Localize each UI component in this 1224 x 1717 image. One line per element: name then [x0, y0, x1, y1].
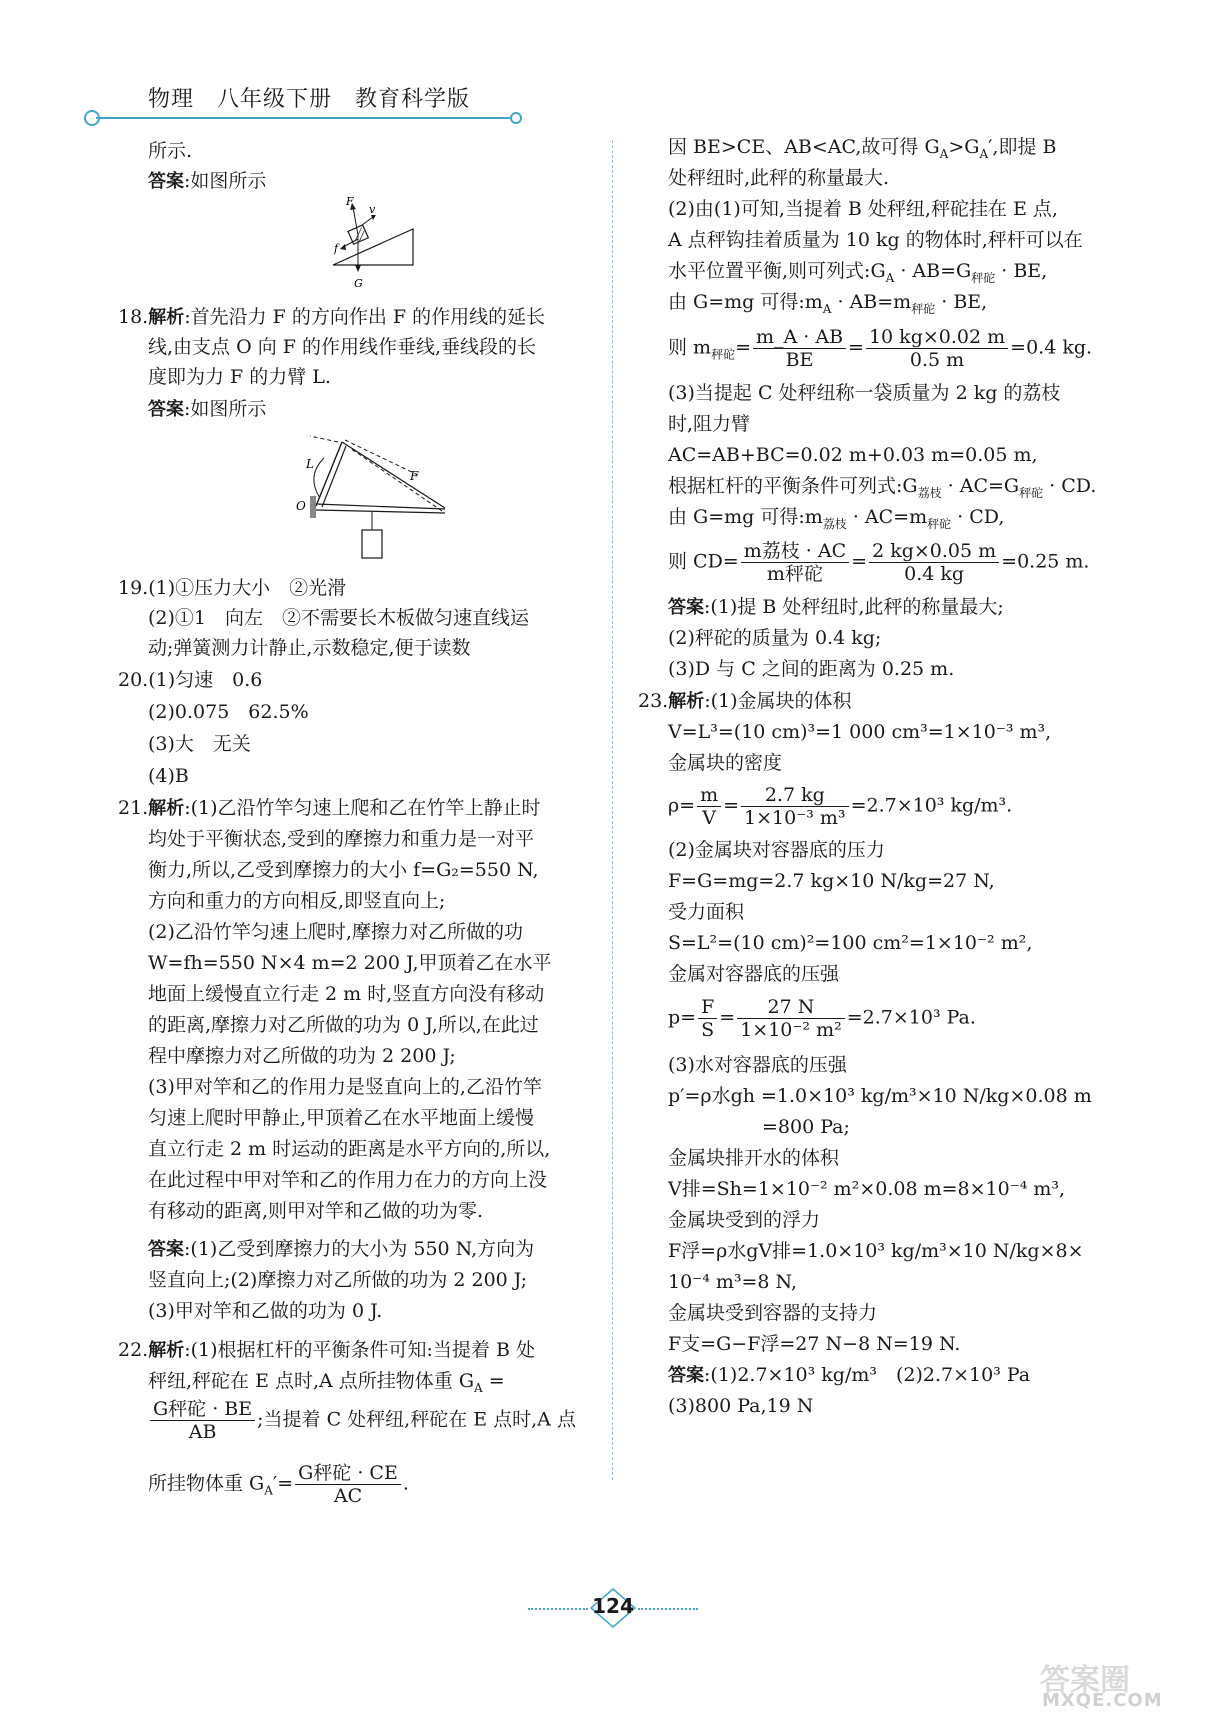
text-span: 根据杠杆的平衡条件可列式:G — [668, 475, 918, 497]
text-span: . — [402, 1472, 409, 1495]
text-span: · AB=m — [831, 291, 912, 313]
q20-line-2: (2)0.075 62.5% — [148, 701, 309, 723]
denominator: 1×10⁻³ m³ — [744, 807, 846, 829]
analysis-label: 解析 — [668, 691, 705, 712]
watermark-url: MXQE.COM — [1042, 1690, 1163, 1711]
text-line: 时,阻力臂 — [668, 413, 751, 435]
text-line: 度即为力 F 的力臂 L. — [148, 366, 331, 388]
text-span: · BE, — [935, 291, 988, 313]
numerator: 2 kg×0.05 m — [869, 540, 999, 563]
q21-number: 21. — [118, 797, 149, 819]
header-rule — [96, 117, 516, 119]
label-F: F — [410, 469, 419, 483]
text-span: ;当提着 C 处秤纽,秤砣在 E 点时,A 点 — [257, 1408, 576, 1431]
label-O: O — [296, 499, 306, 513]
formula-line — [148, 1462, 409, 1507]
text-span: =0.25 m. — [1001, 550, 1090, 573]
text-line: AC=AB+BC=0.02 m+0.03 m=0.05 m, — [668, 444, 1038, 466]
text-line: 金属对容器底的压强 — [668, 963, 840, 985]
q19-line-2: (2)①1 向左 ②不需要长木板做匀速直线运 — [148, 607, 530, 629]
subscript: 秤砣 — [711, 347, 736, 362]
text-line — [668, 287, 987, 324]
text-span: = — [851, 550, 868, 573]
text-line: 直立行走 2 m 时运动的距离是水平方向的,所以, — [148, 1138, 551, 1160]
formula-line — [668, 996, 976, 1041]
numerator: m — [697, 784, 721, 807]
denominator: V — [702, 807, 716, 829]
text-span: p= — [668, 1006, 697, 1029]
text-span: =0.4 kg. — [1010, 336, 1093, 359]
denominator: m秤砣 — [766, 563, 823, 585]
answer-label: 答案 — [148, 171, 184, 192]
text-span: 由 G=mg 可得:m — [668, 506, 823, 528]
subscript: A — [822, 301, 832, 316]
text-line: 衡力,所以,乙受到摩擦力的大小 f=G₂=550 N, — [148, 859, 539, 881]
analysis-label: 解析 — [148, 1340, 185, 1361]
q18-number: 18. — [118, 306, 149, 328]
text-line: 在此过程中甲对竿和乙的作用力在力的方向上没 — [148, 1169, 548, 1191]
answer-label: 答案 — [148, 399, 184, 420]
q21-text: :(1)乙沿竹竿匀速上爬和乙在竹竿上静止时 — [184, 797, 541, 819]
formula-line — [668, 784, 1012, 829]
answer-line — [668, 1360, 1030, 1391]
text-line: (3)水对容器底的压强 — [668, 1054, 847, 1076]
text-line: 金属块的密度 — [668, 752, 783, 774]
subscript: A — [264, 1483, 273, 1498]
page-number-block — [528, 1588, 698, 1628]
label-f: f — [334, 242, 339, 255]
text-line: (3)甲对竿和乙的作用力是竖直向上的,乙沿竹竿 — [148, 1076, 542, 1098]
text-line: W=fh=550 N×4 m=2 200 J,甲顶着乙在水平 — [148, 952, 552, 974]
text-line: 的距离,摩擦力对乙所做的功为 0 J,所以,在此过 — [148, 1014, 539, 1036]
subscript: 荔枝 — [822, 516, 847, 531]
fraction — [295, 1462, 401, 1507]
fraction — [869, 540, 999, 585]
q22-text: :(1)根据杠杆的平衡条件可知:当提着 B 处 — [184, 1339, 535, 1361]
numerator: m荔枝 · AC — [741, 540, 849, 563]
text-line: (3)当提起 C 处秤纽称一袋质量为 2 kg 的荔枝 — [668, 382, 1061, 404]
fraction — [698, 996, 717, 1041]
text-span: >G — [948, 136, 980, 158]
text-line: p′=ρ水gh =1.0×10³ kg/m³×10 N/kg×0.08 m — [668, 1085, 1092, 1107]
text-span: =2.7×10³ kg/m³. — [850, 794, 1013, 817]
text-line: 竖直向上;(2)摩擦力对乙所做的功为 2 200 J; — [148, 1269, 528, 1291]
column-divider — [612, 140, 613, 1480]
watermark-logo: 答案圈 — [1040, 1663, 1130, 1698]
text-line: 匀速上爬时甲静止,甲顶着乙在水平地面上缓慢 — [148, 1107, 535, 1129]
formula-line — [148, 1398, 576, 1443]
denominator: AB — [188, 1421, 217, 1443]
answer-line — [668, 592, 1004, 623]
text-span: · CD, — [951, 506, 1005, 528]
text-line: 方向和重力的方向相反,即竖直向上; — [148, 890, 446, 912]
lever-diagram — [296, 428, 460, 568]
denominator: BE — [785, 349, 814, 371]
fraction — [697, 784, 721, 829]
numerator: m_A · AB — [753, 326, 846, 349]
fraction — [737, 996, 845, 1041]
label-L: L — [306, 457, 314, 471]
numerator: 27 N — [737, 996, 845, 1019]
text-span: · BE, — [995, 260, 1048, 282]
text-span: ′,即提 B — [988, 136, 1057, 158]
formula-line — [668, 326, 1092, 371]
subscript: 秤砣 — [1019, 485, 1044, 500]
answer-text: :如图所示 — [184, 398, 267, 420]
fraction — [866, 326, 1008, 371]
answer-text: :如图所示 — [184, 170, 267, 192]
text-span: ′= — [272, 1472, 294, 1495]
text-line: V=L³=(10 cm)³=1 000 cm³=1×10⁻³ m³, — [668, 721, 1052, 743]
incline-diagram — [325, 195, 425, 291]
text-line: 程中摩擦力对乙所做的功为 2 200 J; — [148, 1045, 456, 1067]
denominator: 0.5 m — [909, 349, 965, 371]
subscript: A — [474, 1380, 483, 1395]
text-line: 有移动的距离,则甲对竿和乙做的功为零. — [148, 1200, 484, 1222]
denominator: AC — [333, 1485, 363, 1507]
text-span: · AC=G — [941, 475, 1020, 497]
denominator: 1×10⁻² m² — [740, 1019, 842, 1041]
analysis-label: 解析 — [148, 307, 185, 328]
q23-text: :(1)金属块的体积 — [704, 690, 852, 712]
text-span: 秤纽,秤砣在 E 点时,A 点所挂物体重 G — [148, 1370, 475, 1392]
text-line: =800 Pa; — [762, 1116, 850, 1138]
text-span: = — [723, 794, 740, 817]
q18-text: :首先沿力 F 的方向作出 F 的作用线的延长 — [184, 306, 546, 328]
text-span: = — [848, 336, 864, 359]
text-line: (2)金属块对容器底的压力 — [668, 839, 885, 861]
answer-text: :(1)提 B 处秤纽时,此秤的称量最大; — [704, 596, 1004, 618]
header-circle-right — [510, 112, 522, 124]
text-span: 由 G=mg 可得:m — [668, 291, 823, 313]
text-line: F浮=ρ水gV排=1.0×10³ kg/m³×10 N/kg×8× — [668, 1240, 1084, 1262]
text-line: S=L²=(10 cm)²=100 cm²=1×10⁻² m², — [668, 932, 1033, 954]
text-line: (3)D 与 C 之间的距离为 0.25 m. — [668, 658, 955, 680]
subscript: A — [885, 270, 895, 285]
fraction — [741, 540, 849, 585]
q19-line-1: 19.(1)①压力大小 ②光滑 — [118, 577, 347, 599]
fraction — [753, 326, 846, 371]
denominator: 0.4 kg — [904, 563, 965, 585]
subscript: 荔枝 — [917, 485, 942, 500]
text-line: 10⁻⁴ m³=8 N, — [668, 1271, 797, 1293]
text-line: (2)秤砣的质量为 0.4 kg; — [668, 627, 882, 649]
text-line: 金属块受到容器的支持力 — [668, 1302, 878, 1324]
q20-line-1: 20.(1)匀速 0.6 — [118, 669, 263, 691]
subscript: A — [939, 146, 949, 161]
text-line: (2)乙沿竹竿匀速上爬时,摩擦力对乙所做的功 — [148, 921, 523, 943]
q21-line — [118, 793, 541, 824]
analysis-label: 解析 — [148, 798, 185, 819]
text-line: (3)甲对竿和乙做的功为 0 J. — [148, 1300, 383, 1322]
q22-number: 22. — [118, 1339, 149, 1361]
text-line: 金属块排开水的体积 — [668, 1147, 840, 1169]
text-span: = — [735, 336, 751, 359]
numerator: 2.7 kg — [741, 784, 849, 807]
answer-line — [148, 166, 266, 197]
text-line: 受力面积 — [668, 901, 745, 923]
q19-line-3: 动;弹簧测力计静止,示数稳定,便于读数 — [148, 637, 471, 659]
numerator: F — [698, 996, 717, 1019]
answer-label: 答案 — [148, 1239, 184, 1260]
text-line: F=G=mg=2.7 kg×10 N/kg=27 N, — [668, 870, 995, 892]
fraction — [150, 1398, 255, 1443]
page-number: 124 — [592, 1594, 634, 1618]
text-span: = — [719, 1006, 736, 1029]
q20-line-3: (3)大 无关 — [148, 733, 251, 755]
text-line: 均处于平衡状态,受到的摩擦力和重力是一对平 — [148, 828, 535, 850]
formula-line — [668, 540, 1089, 585]
text-span: · CD. — [1043, 475, 1097, 497]
text-span: 所挂物体重 G — [148, 1472, 265, 1495]
label-F: F — [346, 195, 354, 208]
text-span: ρ= — [668, 794, 696, 817]
q22-line — [118, 1335, 535, 1366]
label-G: G — [354, 277, 363, 290]
text-span: 则 m — [668, 336, 712, 359]
text-line — [668, 502, 1004, 539]
text-line: 线,由支点 O 向 F 的作用线作垂线,垂线段的长 — [148, 336, 536, 358]
numerator: 10 kg×0.02 m — [866, 326, 1008, 349]
text-span: · AC=m — [846, 506, 928, 528]
text-line: 地面上缓慢直立行走 2 m 时,竖直方向没有移动 — [148, 983, 545, 1005]
q23-line — [638, 686, 852, 717]
answer-line — [148, 1234, 534, 1265]
answer-line — [148, 394, 266, 425]
q20-line-4: (4)B — [148, 765, 189, 787]
answer-label: 答案 — [668, 597, 704, 618]
text-line: 处秤纽时,此秤的称量最大. — [668, 167, 890, 189]
subscript: 秤砣 — [927, 516, 952, 531]
text-line: F支=G−F浮=27 N−8 N=19 N. — [668, 1333, 961, 1355]
numerator: G秤砣 · BE — [150, 1398, 255, 1421]
subscript: 秤砣 — [911, 301, 936, 316]
text-span: = — [482, 1370, 505, 1392]
text-line: (3)800 Pa,19 N — [668, 1395, 814, 1417]
subscript: A — [979, 146, 989, 161]
subscript: 秤砣 — [971, 270, 996, 285]
text-line: (2)由(1)可知,当提着 B 处秤纽,秤砣挂在 E 点, — [668, 198, 1058, 220]
text-line: V排=Sh=1×10⁻² m²×0.08 m=8×10⁻⁴ m³, — [668, 1178, 1066, 1200]
text-span: · AB=G — [894, 260, 972, 282]
text-line: 金属块受到的浮力 — [668, 1209, 821, 1231]
text-span: 因 BE>CE、AB<AC,故可得 G — [668, 136, 940, 158]
fraction — [741, 784, 849, 829]
answer-label: 答案 — [668, 1365, 704, 1386]
q23-number: 23. — [638, 690, 669, 712]
header-title: 物理 八年级下册 教育科学版 — [148, 87, 471, 112]
text-span: 水平位置平衡,则可列式:G — [668, 260, 886, 282]
label-v: v — [369, 203, 376, 216]
text-line: 所示. — [148, 140, 193, 162]
answer-text: :(1)2.7×10³ kg/m³ (2)2.7×10³ Pa — [704, 1364, 1031, 1386]
text-span: =2.7×10³ Pa. — [846, 1006, 976, 1029]
text-line: A 点秤钩挂着质量为 10 kg 的物体时,秤杆可以在 — [668, 229, 1083, 251]
answer-text: :(1)乙受到摩擦力的大小为 550 N,方向为 — [184, 1238, 535, 1260]
numerator: G秤砣 · CE — [295, 1462, 401, 1485]
text-span: 则 CD= — [668, 550, 739, 573]
denominator: S — [701, 1019, 715, 1041]
q18-line — [118, 302, 545, 333]
